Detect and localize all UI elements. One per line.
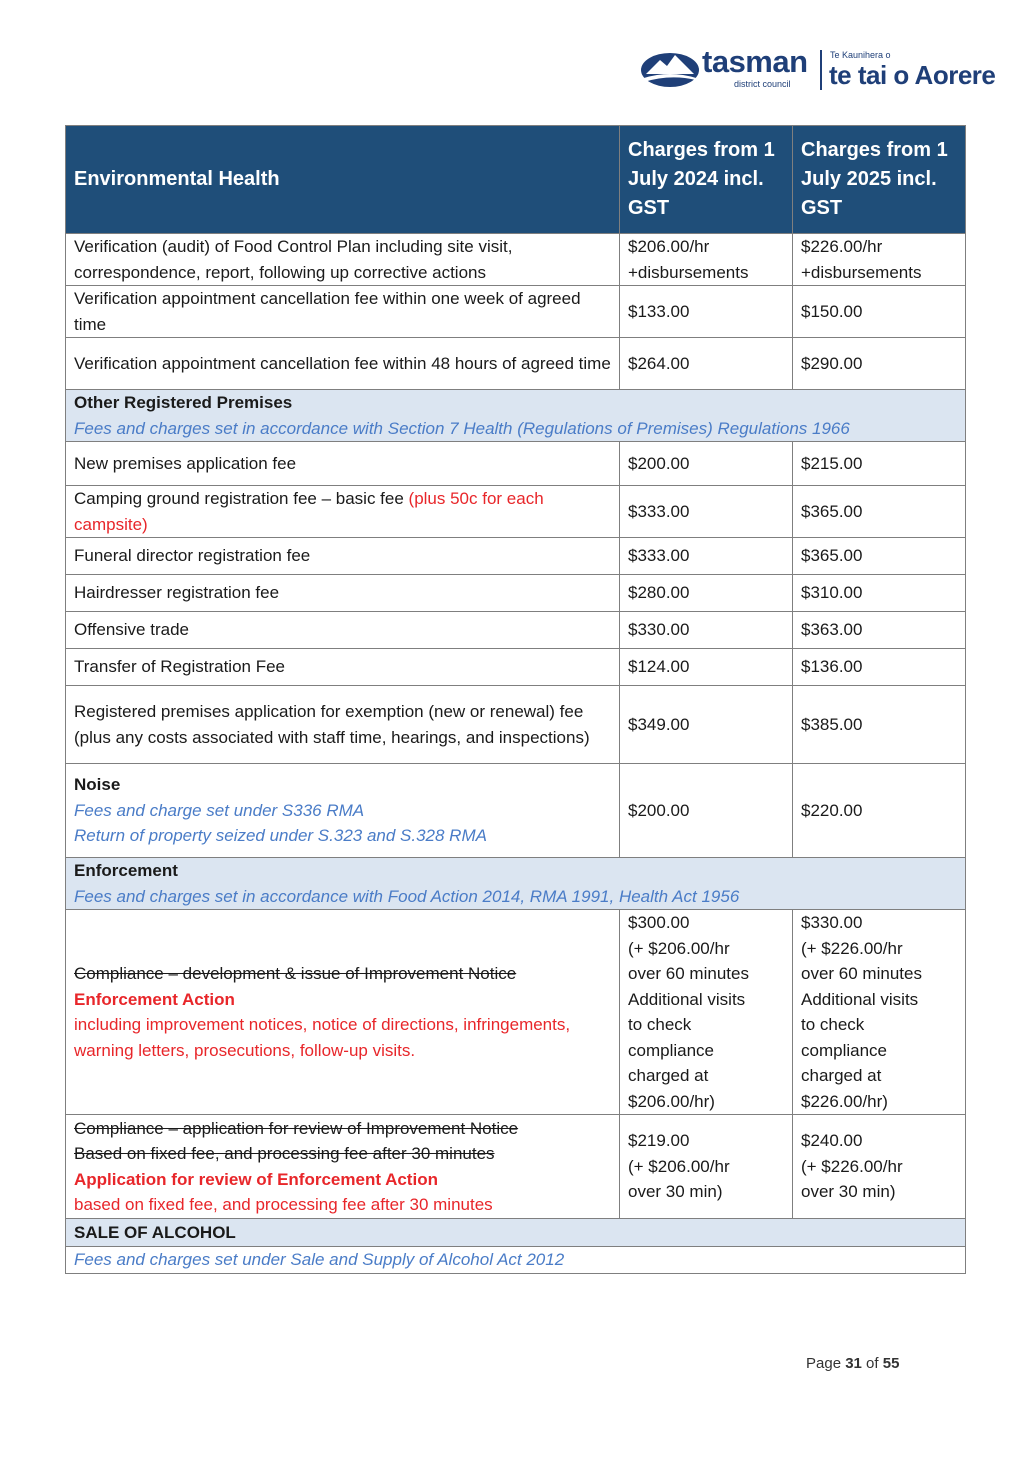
noise-note: Fees and charge set under S336 RMA: [74, 800, 365, 820]
section-alcohol-title: SALE OF ALCOHOL: [66, 1219, 966, 1247]
noise-title: Noise: [74, 775, 121, 795]
fee-description: Offensive trade: [66, 612, 620, 649]
table-row: [66, 286, 966, 338]
section-row-alcohol-title: [66, 1219, 966, 1247]
mountain-logo-icon: [640, 44, 700, 88]
fee-2025: $150.00: [793, 286, 966, 338]
fee-2024: $200.00: [620, 442, 793, 486]
section-title: Other Registered Premises: [74, 393, 293, 412]
page-total: 55: [882, 1355, 900, 1372]
fee-description: [66, 486, 620, 538]
table-row: [66, 234, 966, 286]
review-description: [66, 1115, 620, 1219]
fee-description-main: Camping ground registration fee – basic fee: [74, 489, 409, 508]
fee-2024: $124.00: [620, 649, 793, 686]
section-row-alcohol-note: [66, 1247, 966, 1274]
logo-maori-name: te tai o Aorere: [829, 60, 996, 90]
struck-text: Compliance – development & issue of Improvement Notice: [74, 964, 517, 983]
review-detail: based on fixed fee, and processing fee after 30 minutes: [74, 1195, 493, 1214]
fee-2024: $206.00/hr +disbursements: [620, 234, 793, 286]
fee-2025: $385.00: [793, 686, 966, 764]
fee-2024: $200.00: [620, 764, 793, 858]
table-row: [66, 686, 966, 764]
council-logo: [640, 40, 1002, 98]
table-row-noise: [66, 764, 966, 858]
fee-2025: $215.00: [793, 442, 966, 486]
fee-description: Registered premises application for exemption (new or renewal) fee (plus any costs associated with staff time, hearings, and inspections): [66, 686, 620, 764]
header-environmental-health: Environmental Health: [66, 126, 620, 234]
fee-2024: $330.00: [620, 612, 793, 649]
enforcement-title: Enforcement Action: [74, 989, 235, 1009]
logo-subtitle: district council: [734, 79, 791, 89]
header-charges-2024: Charges from 1 July 2024 incl. GST: [620, 126, 793, 234]
fee-description-added: (plus 50c for each campsite): [74, 489, 544, 534]
table-row: [66, 486, 966, 538]
fee-2024: $333.00: [620, 486, 793, 538]
section-title: Enforcement: [74, 861, 178, 880]
fee-2025: $240.00 (+ $226.00/hr over 30 min): [793, 1115, 966, 1219]
enforcement-description: [66, 910, 620, 1115]
page-prefix: Page: [806, 1355, 846, 1372]
fee-description: Transfer of Registration Fee: [66, 649, 620, 686]
logo-maori-small: Te Kaunihera o: [830, 50, 891, 60]
section-premises: [66, 390, 966, 442]
noise-note: Return of property seized under S.323 and S.328 RMA: [74, 826, 487, 846]
table-row: [66, 538, 966, 575]
struck-text: Compliance – application for review of Improvement Notice: [74, 1118, 519, 1138]
table-row-enforcement-action: [66, 910, 966, 1115]
fee-description: Verification appointment cancellation fee within one week of agreed time: [66, 286, 620, 338]
enforcement-detail: including improvement notices, notice of directions, infringements, warning letters, prosecutions, follow-up visits.: [74, 1015, 571, 1060]
fee-description: New premises application fee: [66, 442, 620, 486]
review-title: Application for review of Enforcement Action: [74, 1169, 438, 1189]
struck-text: Based on fixed fee, and processing fee after 30 minutes: [74, 1144, 495, 1163]
page-current: 31: [845, 1355, 862, 1372]
fee-2024: $264.00: [620, 338, 793, 390]
fee-description: Verification (audit) of Food Control Plan including site visit, correspondence, report, following up corrective actions: [66, 234, 620, 286]
table-row: [66, 575, 966, 612]
logo-divider: [820, 50, 822, 90]
fee-2025: $365.00: [793, 486, 966, 538]
header-charges-2025: Charges from 1 July 2025 incl. GST: [793, 126, 966, 234]
noise-description: [66, 764, 620, 858]
table-row: [66, 649, 966, 686]
fee-2024: $333.00: [620, 538, 793, 575]
fee-description: Funeral director registration fee: [66, 538, 620, 575]
section-row-enforcement: [66, 858, 966, 910]
fee-2024: $280.00: [620, 575, 793, 612]
table-row: [66, 612, 966, 649]
fee-2025: $363.00: [793, 612, 966, 649]
fee-2024: $219.00 (+ $206.00/hr over 30 min): [620, 1115, 793, 1219]
section-enforcement: [66, 858, 966, 910]
page-number: [806, 1355, 899, 1372]
fee-2025: $220.00: [793, 764, 966, 858]
table-row-review: [66, 1115, 966, 1219]
fee-2024: $300.00 (+ $206.00/hr over 60 minutes Additional visits to check compliance charged at $206.00/hr): [620, 910, 793, 1115]
fee-2025: $330.00 (+ $226.00/hr over 60 minutes Additional visits to check compliance charged at $226.00/hr): [793, 910, 966, 1115]
fee-2025: $365.00: [793, 538, 966, 575]
logo-wordmark: tasman: [702, 44, 808, 79]
fee-2025: $136.00: [793, 649, 966, 686]
fee-description: Hairdresser registration fee: [66, 575, 620, 612]
section-row-premises: [66, 390, 966, 442]
fee-2025: $310.00: [793, 575, 966, 612]
section-alcohol-note: Fees and charges set under Sale and Supply of Alcohol Act 2012: [66, 1247, 966, 1274]
fees-table: [65, 125, 966, 1274]
fee-2025: $226.00/hr +disbursements: [793, 234, 966, 286]
fee-description: Verification appointment cancellation fee within 48 hours of agreed time: [66, 338, 620, 390]
fee-2024: $133.00: [620, 286, 793, 338]
table-header-row: [66, 126, 966, 234]
page-of: of: [861, 1355, 883, 1372]
table-row: [66, 338, 966, 390]
fee-2025: $290.00: [793, 338, 966, 390]
table-row: [66, 442, 966, 486]
fee-2024: $349.00: [620, 686, 793, 764]
section-note: Fees and charges set in accordance with Section 7 Health (Regulations of Premises) Regulations 1966: [74, 418, 850, 438]
section-note: Fees and charges set in accordance with Food Action 2014, RMA 1991, Health Act 1956: [74, 886, 740, 906]
